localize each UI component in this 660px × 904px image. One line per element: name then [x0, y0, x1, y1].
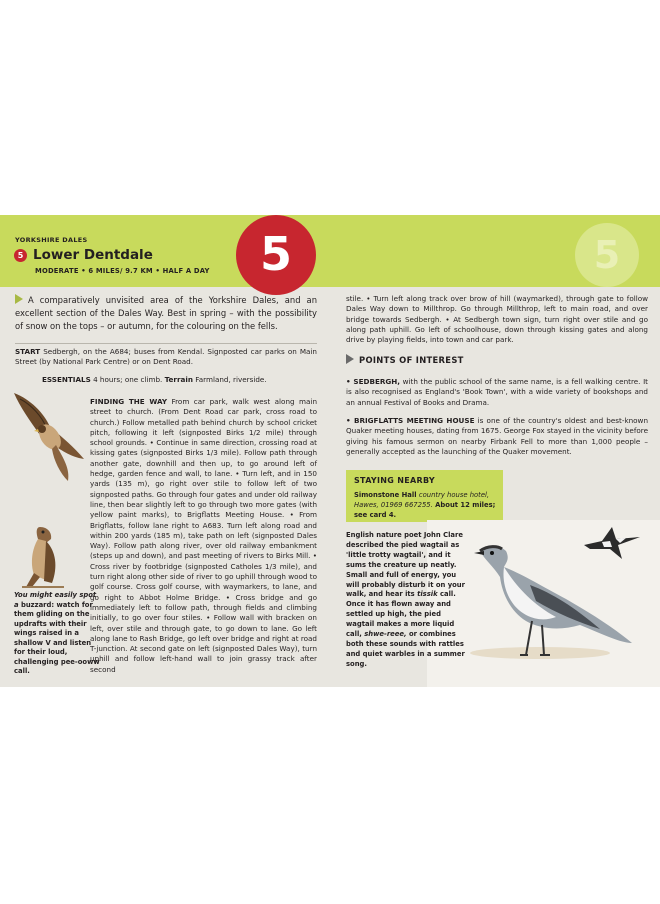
- staying-nearby-text: Simonstone Hall country house hotel, Hawes, 01969 667255. About 12 miles; see card 4.: [354, 491, 496, 519]
- triangle-marker-icon: [346, 354, 354, 364]
- wagtail-flying-illustration: [582, 523, 642, 563]
- staying-nearby-heading: STAYING NEARBY: [354, 476, 436, 485]
- triangle-marker-icon: [15, 294, 23, 304]
- points-of-interest-heading: POINTS OF INTEREST: [346, 354, 464, 365]
- walk-title: Lower Dentdale: [33, 247, 153, 263]
- start-paragraph: START Sedbergh, on the A684; buses from Kendal. Signposted car parks on Main Street (by National Park Centre) or on Dent Road.: [15, 343, 317, 368]
- buzzard-caption: You might easily spot a buzzard: watch for them gliding on the updrafts with their wings raised in a shallow V and listen for their loud, challenging pee-ooww call.: [14, 591, 100, 675]
- walk-number-badge: 5: [14, 249, 27, 262]
- faded-walk-number: 5: [575, 223, 639, 287]
- wagtail-caption: English nature poet John Clare described the pied wagtail as 'little trotty wagtail', and it sums the creature up neatly. Small and full of energy, you will probably disturb it on your walk, and hear its tissik call. Once it has flown away and settled up high, the pied wagtail makes a more liquid call, shwe-reee, or combines both these sounds with rattles and quiet warbles in a summer song.: [346, 531, 465, 668]
- title-row: [14, 247, 153, 263]
- finding-the-way-paragraph: FINDING THE WAY From car park, walk west along main street to church. (From Dent Road car park, cross road to church.) Follow metalled path behind church by school cricket pitch, following it left (signposted Birks 1/2 mile) through school grounds. • Continue in same direction, crossing road at kissing gates (signposted Birks 1/3 mile). Follow path through another gate, downhill and then up, to go around left of hedge, garden fence and wall, to lane. • Turn left, and in 150 yards (135 m), go right over stile to follow left of two signposted paths. Go through four gates and under old railway line, then bear slightly left to go through two more gates (with yellow paint marks), to Brigflatts Meeting House. • From Brigflatts, follow lane right to A683. Turn left along road and within 200 yards (185 m), take path on left (signposted Dales Way). Follow path along river, over old railway embankment (steps up and down), and past meeting of rivers to Birks Mill. • Cross river by footbridge (signposted Catholes 1/3 mile), and turn right along other side of river to go uphill through wood to golf course. Cross golf course, with waymarkers, to lane, and go right to Abbot Holme Bridge. • Cross bridge and go immediately left to follow path, through fields and climbing initially, to go over four stiles. • Follow wall with bracken on left, over stile and through gate, to go down to lane. Go left along lane to Rash Bridge, go left over bridge and right at road T-junction. At second gate on left (signposted Dales Way), turn uphill and follow left-hand wall to join grassy track after second: [90, 397, 317, 674]
- poi-brigflatts: • BRIGFLATTS MEETING HOUSE is one of the country's oldest and best-known Quaker meeting houses, dating from 1675. George Fox stayed in the vicinity before giving his famous sermon on nearby Firbank Fell to more than 1,000 people – generally accepted as the launching of the Quaker movement.: [346, 416, 648, 456]
- poi-sedbergh: • SEDBERGH, with the public school of the same name, is a fell walking centre. It is also recognised as England's 'Book Town', with a wide variety of bookshops and an annual Festival of Books and Drama.: [346, 377, 649, 407]
- buzzard-perched-illustration: [18, 523, 68, 589]
- essentials-paragraph: ESSENTIALS 4 hours; one climb. Terrain Farmland, riverside.: [42, 375, 267, 384]
- region-label: YORKSHIRE DALES: [15, 236, 88, 244]
- walk-number-circle: 5: [236, 215, 316, 295]
- walk-card: [0, 215, 660, 687]
- intro-paragraph: A comparatively unvisited area of the Yorkshire Dales, and an excellent section of the Dales Way. Best in spring – with the possibility of snow on the tops – or autumn, for the colouring on the fells.: [15, 295, 317, 332]
- staying-nearby-box: [346, 470, 503, 522]
- buzzard-flying-illustration: [10, 387, 88, 483]
- route-continuation: stile. • Turn left along track over brow of hill (waymarked), through gate to follow Dales Way down to Millthrop. Go through Millthrop, left to main road, and over bridge towards Sedbergh. • At Sedbergh town sign, turn right over stile and go along path uphill. Go left of schoolhouse, down through kissing gates and along drive by playing fields, into town and car park.: [346, 294, 648, 345]
- walk-meta: MODERATE • 6 MILES/ 9.7 KM • HALF A DAY: [35, 267, 210, 275]
